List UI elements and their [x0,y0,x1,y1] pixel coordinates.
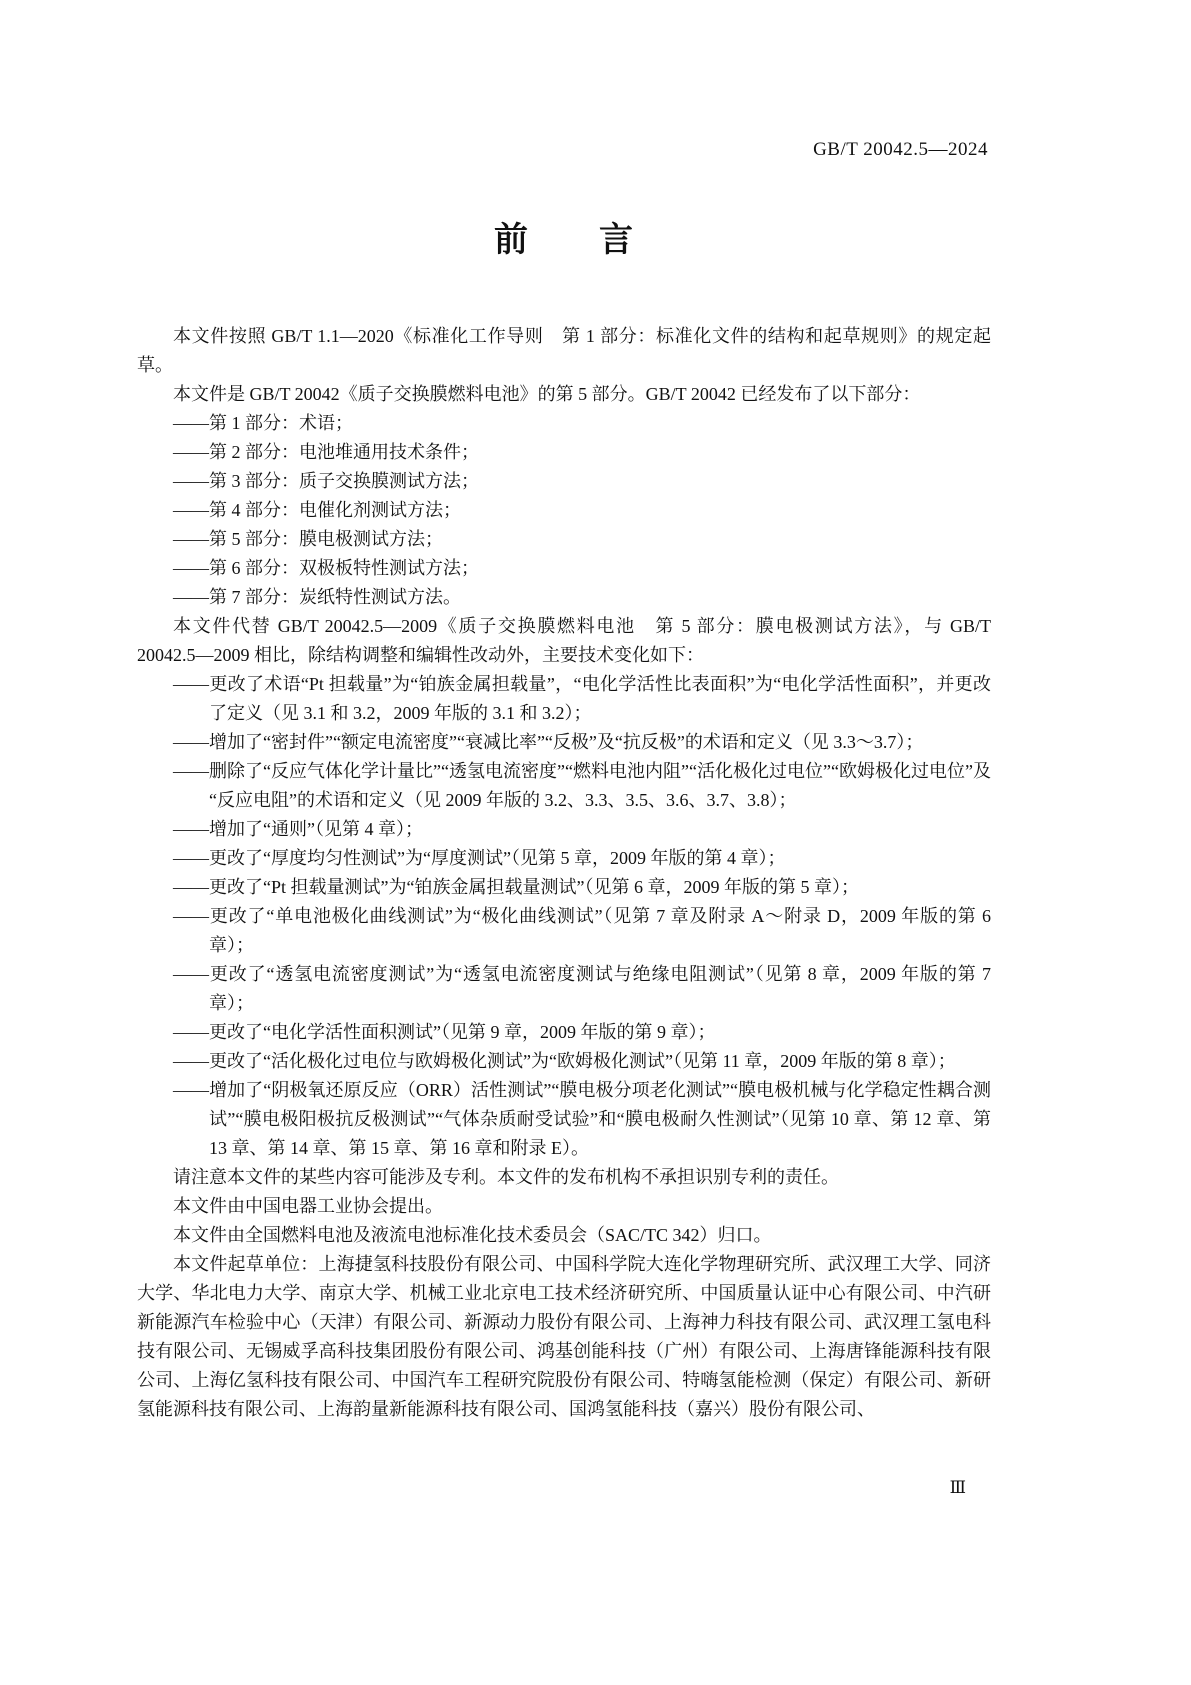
list-item: ——第 5 部分：膜电极测试方法； [173,529,443,549]
paragraph-replacement-intro: 本文件代替 GB/T 20042.5—2009《质子交换膜燃料电池 第 5 部分：膜电极测试方法》，与 GB/T 20042.5—2009 相比，除结构调整和编辑性改动外，主要技术变化如下： [137,616,991,665]
list-item: ——第 3 部分：质子交换膜测试方法； [173,471,479,491]
list-item: ——更改了“厚度均匀性测试”为“厚度测试”（见第 5 章，2009 年版的第 4 章）； [173,848,786,868]
list-item: ——更改了术语“Pt 担载量”为“铂族金属担载量”，“电化学活性比表面积”为“电化学活性面积”，并更改了定义（见 3.1 和 3.2，2009 年版的 3.1 和 3.2）； [173,674,991,723]
paragraph-drafting-organizations: 本文件起草单位：上海捷氢科技股份有限公司、中国科学院大连化学物理研究所、武汉理工大学、同济大学、华北电力大学、南京大学、机械工业北京电工技术经济研究所、中国质量认证中心有限公司、中汽研新能源汽车检验中心（天津）有限公司、新源动力股份有限公司、上海神力科技有限公司、武汉理工氢电科技有限公司、无锡威孚高科技集团股份有限公司、鸿基创能科技（广州）有限公司、上海唐锋能源科技有限公司、上海亿氢科技有限公司、中国汽车工程研究院股份有限公司、特嗨氢能检测（保定）有限公司、新研氢能源科技有限公司、上海韵量新能源科技有限公司、国鸿氢能科技（嘉兴）股份有限公司、 [137,1254,991,1419]
list-item: ——第 7 部分：炭纸特性测试方法。 [173,587,461,607]
list-item: ——更改了“透氢电流密度测试”为“透氢电流密度测试与绝缘电阻测试”（见第 8 章，2009 年版的第 7 章）； [173,964,991,1013]
list-item: ——第 1 部分：术语； [173,413,353,433]
list-item: ——更改了“电化学活性面积测试”（见第 9 章，2009 年版的第 9 章）； [173,1022,716,1042]
paragraph-committee: 本文件由全国燃料电池及液流电池标准化技术委员会（SAC/TC 342）归口。 [173,1225,772,1245]
paragraph-drafting-rules: 本文件按照 GB/T 1.1—2020《标准化工作导则 第 1 部分：标准化文件的结构和起草规则》的规定起草。 [137,326,991,375]
foreword-title: 前 言 [494,222,634,259]
parts-list [137,409,991,612]
page-number: Ⅲ [949,1478,966,1497]
doc-standard-number: GB/T 20042.5—2024 [813,139,988,160]
foreword-body [137,322,991,1424]
list-item: ——更改了“活化极化过电位与欧姆极化测试”为“欧姆极化测试”（见第 11 章，2009 年版的第 8 章）； [173,1051,956,1071]
list-item: ——第 4 部分：电催化剂测试方法； [173,500,461,520]
paragraph-patent-notice: 请注意本文件的某些内容可能涉及专利。本文件的发布机构不承担识别专利的责任。 [173,1167,839,1187]
list-item: ——增加了“阴极氧还原反应（ORR）活性测试”“膜电极分项老化测试”“膜电极机械与化学稳定性耦合测试”“膜电极阳极抗反极测试”“气体杂质耐受试验”和“膜电极耐久性测试”（见第 10 章、第 12 章、第 13 章、第 14 章、第 15 章、第 16 章和附录 E）。 [173,1080,991,1158]
list-item: ——增加了“通则”（见第 4 章）； [173,819,423,839]
list-item: ——第 2 部分：电池堆通用技术条件； [173,442,479,462]
list-item: ——增加了“密封件”“额定电流密度”“衰减比率”“反极”及“抗反极”的术语和定义（见 3.3～3.7）； [173,732,924,752]
paragraph-series-intro: 本文件是 GB/T 20042《质子交换膜燃料电池》的第 5 部分。GB/T 20042 已经发布了以下部分： [173,384,921,404]
list-item: ——更改了“单电池极化曲线测试”为“极化曲线测试”（见第 7 章及附录 A～附录 D，2009 年版的第 6 章）； [173,906,991,955]
list-item: ——第 6 部分：双极板特性测试方法； [173,558,479,578]
list-item: ——更改了“Pt 担载量测试”为“铂族金属担载量测试”（见第 6 章，2009 年版的第 5 章）； [173,877,859,897]
list-item: ——删除了“反应气体化学计量比”“透氢电流密度”“燃料电池内阻”“活化极化过电位”“欧姆极化过电位”及“反应电阻”的术语和定义（见 2009 年版的 3.2、3.3、3.5、3.6、3.7、3.8）； [173,761,991,810]
changes-list [137,670,991,1163]
paragraph-proposed-by: 本文件由中国电器工业协会提出。 [173,1196,443,1216]
